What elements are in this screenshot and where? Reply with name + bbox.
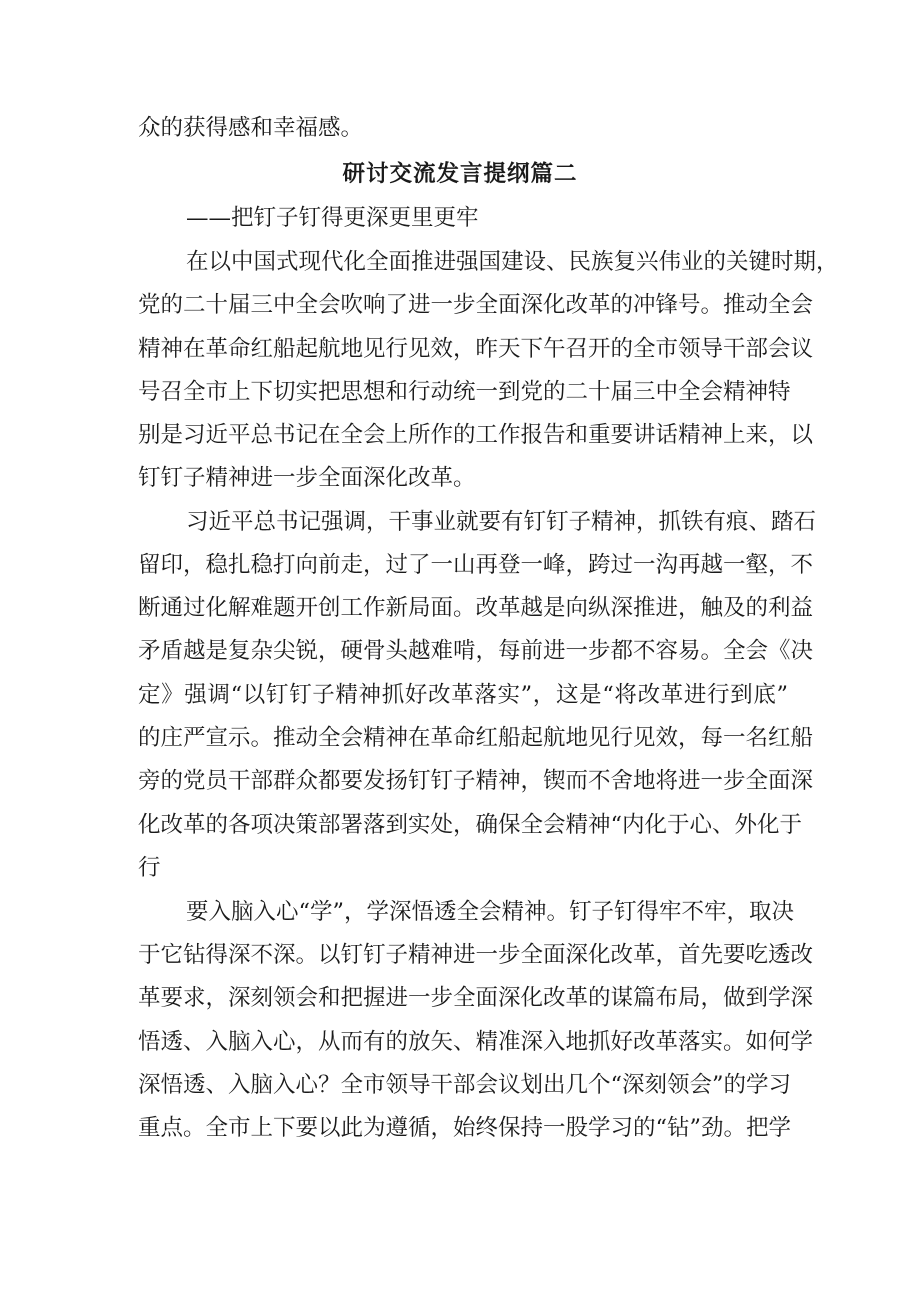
paragraph-line: 习近平总书记强调，干事业就要有钉钉子精神，抓铁有痕、踏石 — [186, 509, 817, 535]
paragraph-line: 要入脑入心“学”，学深悟透全会精神。钉子钉得牢不牢，取决 — [186, 899, 795, 925]
paragraph-line: 党的二十届三中全会吹响了进一步全面深化改革的冲锋号。推动全会 — [138, 292, 814, 318]
paragraph-line: 钉钉子精神进一步全面深化改革。 — [138, 465, 476, 491]
carryover-line: 众的获得感和幸福感。 — [138, 115, 364, 141]
paragraph-line: 的庄严宣示。推动全会精神在革命红船起航地见行见效，每一名红船 — [138, 725, 814, 751]
paragraph-line: 于它钻得深不深。以钉钉子精神进一步全面深化改革，首先要吃透改 — [138, 942, 814, 968]
paragraph-line: 留印，稳扎稳打向前走，过了一山再登一峰，跨过一沟再越一壑，不 — [138, 552, 814, 578]
paragraph-line: 旁的党员干部群众都要发扬钉钉子精神，锲而不舍地将进一步全面深 — [138, 768, 814, 794]
paragraph-line: 行 — [138, 855, 161, 881]
paragraph-line: 深悟透、入脑入心？全市领导干部会议划出几个“深刻领会”的学习 — [138, 1072, 792, 1098]
paragraph-line: 别是习近平总书记在全会上所作的工作报告和重要讲话精神上来，以 — [138, 422, 814, 448]
paragraph-line: 定》强调“以钉钉子精神抓好改革落实”，这是“将改革进行到底” — [138, 682, 788, 708]
paragraph-line: 精神在革命红船起航地见行见效，昨天下午召开的全市领导干部会议 — [138, 336, 814, 362]
section-subtitle: ——把钉子钉得更深更里更牢 — [186, 205, 479, 231]
paragraph-line: 革要求，深刻领会和把握进一步全面深化改革的谋篇布局，做到学深 — [138, 985, 814, 1011]
section-title: 研讨交流发言提纲篇二 — [342, 161, 578, 187]
paragraph-line: 断通过化解难题开创工作新局面。改革越是向纵深推进，触及的利益 — [138, 595, 814, 621]
paragraph-line: 在以中国式现代化全面推进强国建设、民族复兴伟业的关键时期， — [186, 249, 839, 275]
paragraph-line: 重点。全市上下要以此为遵循，始终保持一股学习的“钻”劲。把学 — [138, 1115, 792, 1141]
paragraph-line: 矛盾越是复杂尖锐，硬骨头越难啃，每前进一步都不容易。全会《决 — [138, 638, 814, 664]
paragraph-line: 悟透、入脑入心，从而有的放矢、精准深入地抓好改革落实。如何学 — [138, 1029, 814, 1055]
paragraph-line: 号召全市上下切实把思想和行动统一到党的二十届三中全会精神特 — [138, 379, 791, 405]
paragraph-line: 化改革的各项决策部署落到实处，确保全会精神“内化于心、外化于 — [138, 812, 803, 838]
